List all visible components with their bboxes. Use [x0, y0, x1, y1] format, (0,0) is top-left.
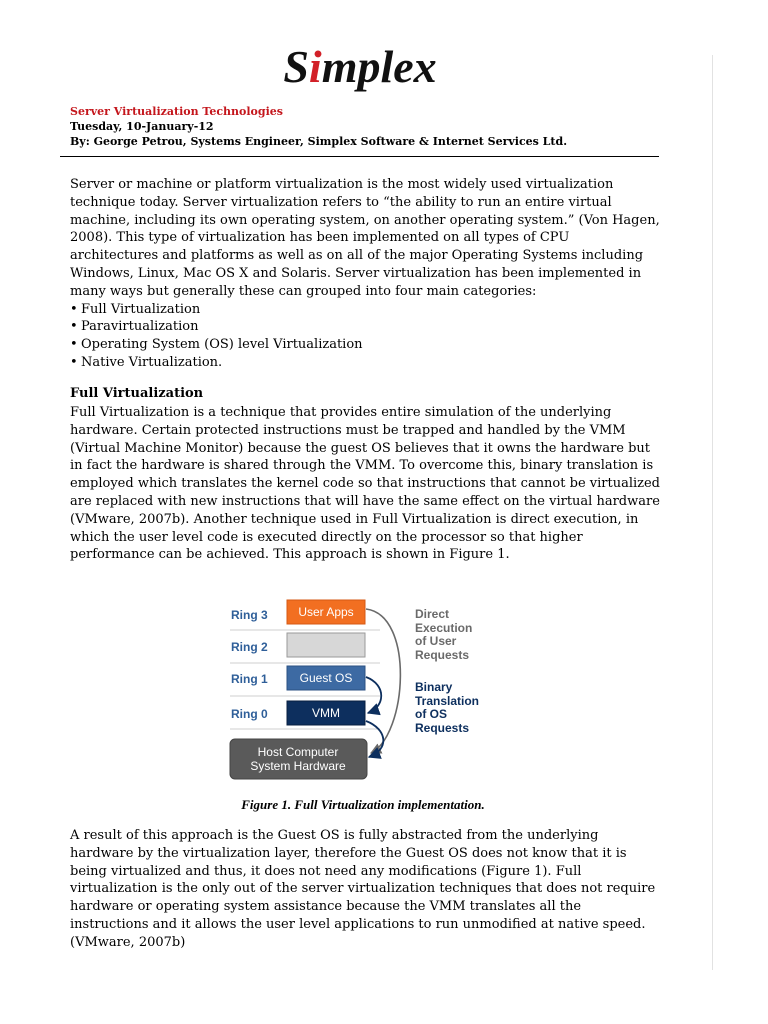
logo-letter-s: S: [283, 41, 309, 92]
figure-caption: Figure 1. Full Virtualization implementation.: [241, 797, 485, 812]
list-item: • Native Virtualization.: [70, 354, 660, 372]
list-item: • Full Virtualization: [70, 301, 660, 319]
article-header: [70, 104, 567, 149]
binary-line: Requests: [415, 721, 470, 735]
ring-3-label: Ring 3: [231, 608, 268, 622]
vmm-label: VMM: [312, 706, 340, 720]
full-virtualization-paragraph: Full Virtualization is a technique that provides entire simulation of the underlying hardware. Certain protected instructions must be trapped and handled by the VMM (Virtual Machine Monitor) because the guest OS believes that it owns the hardware but in fact the hardware is shared through the VMM. To overcome this, binary translation is employed which translates the kernel code so that instructions that cannot be virtualized are replaced with new instructions that will have the same effect on the virtual hardware (VMware, 2007b). Another technique used in Full Virtualization is direct execution, in which the user level code is executed directly on the processor so that higher performance can be achieved. This approach is shown in Figure 1.: [70, 405, 661, 563]
list-item: • Paravirtualization: [70, 318, 660, 336]
article-title: Server Virtualization Technologies: [70, 105, 283, 118]
category-list: [70, 301, 660, 372]
header-divider: [60, 156, 659, 157]
host-hardware-line1: Host Computer: [257, 745, 339, 759]
list-item: • Operating System (OS) level Virtualization: [70, 336, 660, 354]
logo-letters-mplex: mplex: [321, 41, 437, 92]
article-byline: By: George Petrou, Systems Engineer, Simplex Software & Internet Services Ltd.: [70, 135, 568, 148]
ring-1-label: Ring 1: [231, 672, 268, 686]
direct-line: Requests: [415, 648, 470, 662]
intro-paragraph: Server or machine or platform virtualization is the most widely used virtualization technique today. Server virtualization refers to “the ability to run an entire virtual machine, including its own operating system, on another operating system.” (Von Hagen, 2008). This type of virtualization has been implemented on all types of CPU architectures and platforms as well as on all of the major Operating Systems including Windows, Linux, Mac OS X and Solaris. Server virtualization has been implemented in many ways but generally these can grouped into four main categories:: [70, 177, 660, 299]
binary-translation-arrow: [366, 677, 381, 713]
binary-line: Translation: [415, 694, 480, 708]
direct-line: of User: [415, 634, 457, 648]
full-virtualization-diagram: [225, 595, 500, 785]
direct-line: Execution: [415, 621, 473, 635]
direct-execution-arrow: [366, 609, 400, 753]
direct-execution-label: [415, 607, 472, 662]
ring-0-label: Ring 0: [231, 707, 268, 721]
intro-section: [70, 176, 660, 372]
ring-2-empty-box: [287, 633, 365, 657]
logo-letter-i: i: [308, 41, 322, 92]
binary-line: Binary: [415, 680, 453, 694]
section-heading: Full Virtualization: [70, 386, 204, 401]
user-apps-label: User Apps: [298, 605, 354, 619]
page-edge-line: [712, 55, 713, 970]
ring-2-label: Ring 2: [231, 640, 268, 654]
binary-line: of OS: [415, 707, 447, 721]
guest-os-label: Guest OS: [299, 671, 353, 685]
conclusion-paragraph: A result of this approach is the Guest OS is fully abstracted from the underlying hardware by the virtualization layer, therefore the Guest OS does not know that it is being virtualized and thus, it does not need any modifications (Figure 1). Full virtualization is the only out of the server virtualization techniques that does not require hardware or operating system assistance because the VMM translates all the instructions and it allows the user level applications to run unmodified at native speed. (VMware, 2007b): [70, 828, 656, 950]
article-date: Tuesday, 10-January-12: [70, 120, 214, 133]
host-hardware-line2: System Hardware: [250, 759, 346, 773]
direct-line: Direct: [415, 607, 450, 621]
simplex-logo: [0, 41, 720, 92]
binary-translation-label: [415, 680, 479, 735]
